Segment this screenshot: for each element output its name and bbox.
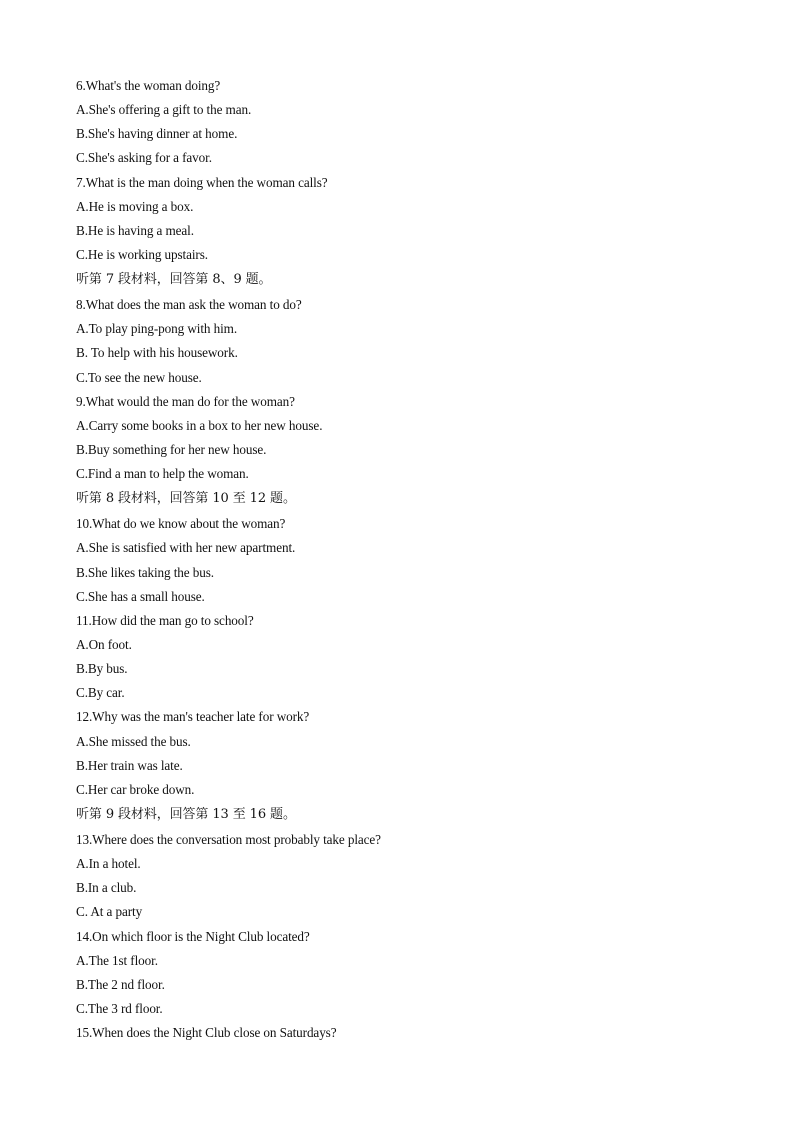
answer-option: C.She has a small house. [76,588,205,604]
section-heading: 听第 9 段材料，回答第 13 至 16 题。 [76,806,296,822]
question-text: 7.What is the man doing when the woman calls? [76,174,328,190]
answer-option: B.He is having a meal. [76,222,194,238]
section-heading: 听第 7 段材料，回答第 8、9 题。 [76,272,272,288]
answer-option: A.She missed the bus. [76,733,191,749]
answer-option: B.She's having dinner at home. [76,126,238,142]
answer-option: B.In a club. [76,880,137,896]
document-page [76,74,756,1045]
answer-option: A.To play ping-pong with him. [76,321,238,337]
answer-option: C.By car. [76,685,125,701]
answer-option: A.The 1st floor. [76,952,158,968]
answer-option: B.The 2 nd floor. [76,976,165,992]
answer-option: C.Find a man to help the woman. [76,466,249,482]
question-text: 10.What do we know about the woman? [76,516,286,532]
question-text: 11.How did the man go to school? [76,612,254,628]
answer-option: B.Her train was late. [76,757,183,773]
answer-option: B.Buy something for her new house. [76,441,267,457]
answer-option: A.She's offering a gift to the man. [76,102,252,118]
answer-option: A.She is satisfied with her new apartment. [76,540,296,556]
answer-option: A.Carry some books in a box to her new house. [76,417,323,433]
question-text: 12.Why was the man's teacher late for work? [76,709,310,725]
answer-option: A.He is moving a box. [76,198,194,214]
answer-option: A.On foot. [76,636,132,652]
question-text: 14.On which floor is the Night Club located? [76,928,310,944]
question-text: 13.Where does the conversation most probably take place? [76,831,381,847]
question-text: 15.When does the Night Club close on Saturdays? [76,1025,337,1041]
answer-option: C.Her car broke down. [76,781,195,797]
section-heading: 听第 8 段材料，回答第 10 至 12 题。 [76,491,296,507]
answer-option: C.She's asking for a favor. [76,150,212,166]
answer-option: B.She likes taking the bus. [76,564,214,580]
question-text: 6.What's the woman doing? [76,78,221,93]
answer-option: B.By bus. [76,661,128,677]
question-text: 8.What does the man ask the woman to do? [76,297,302,313]
answer-option: C.To see the new house. [76,369,202,385]
answer-option: C. At a party [76,904,143,920]
answer-option: B. To help with his housework. [76,345,238,361]
answer-option: C.He is working upstairs. [76,246,208,262]
question-text: 9.What would the man do for the woman? [76,393,295,409]
answer-option: A.In a hotel. [76,856,141,872]
answer-option: C.The 3 rd floor. [76,1000,163,1016]
